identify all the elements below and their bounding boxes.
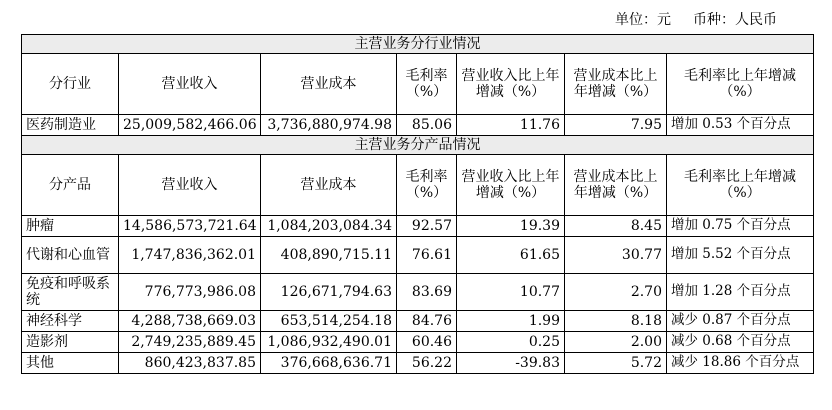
header-cell: 营业收入比上年增减（%） [457,54,565,115]
cost-cell: 408,890,715.11 [261,237,397,274]
revenue-cell: 1,747,836,362.01 [119,237,261,274]
table-row [22,332,814,353]
cost-change-cell: 30.77 [565,237,667,274]
revenue-cell: 860,423,837.85 [119,353,261,374]
cost-change-cell: 2.00 [565,332,667,353]
industry-section-row [22,35,814,54]
margin-change-cell: 增加 0.75 个百分点 [667,216,814,237]
table-row [22,274,814,311]
header-cell: 毛利率（%） [397,155,457,216]
unit-currency-line [615,9,777,29]
margin-change-cell: 增加 1.28 个百分点 [667,274,814,311]
cost-change-cell: 8.18 [565,311,667,332]
header-cell: 营业收入 [119,54,261,115]
row-label: 神经科学 [22,311,119,332]
cost-cell: 376,668,636.71 [261,353,397,374]
table-row [22,311,814,332]
main-business-table [21,34,814,374]
product-section-row [22,136,814,155]
margin-change-cell: 减少 18.86 个百分点 [667,353,814,374]
cost-change-cell: 7.95 [565,115,667,136]
margin-cell: 60.46 [397,332,457,353]
header-cell: 营业成本比上年增减（%） [565,155,667,216]
cost-cell: 1,086,932,490.01 [261,332,397,353]
margin-change-cell: 增加 0.53 个百分点 [667,115,814,136]
row-label: 肿瘤 [22,216,119,237]
cost-change-cell: 2.70 [565,274,667,311]
product-section-title: 主营业务分产品情况 [22,136,814,155]
table-row [22,216,814,237]
margin-change-cell: 减少 0.87 个百分点 [667,311,814,332]
revenue-cell: 2,749,235,889.45 [119,332,261,353]
row-label: 医药制造业 [22,115,119,136]
revenue-cell: 25,009,582,466.06 [119,115,261,136]
header-cell: 毛利率比上年增减（%） [667,155,814,216]
header-cell: 分产品 [22,155,119,216]
currency-label: 币种：人民币 [693,12,777,28]
revenue-change-cell: 10.77 [457,274,565,311]
header-cell: 毛利率比上年增减（%） [667,54,814,115]
margin-cell: 83.69 [397,274,457,311]
industry-header-row [22,54,814,115]
header-cell: 毛利率（%） [397,54,457,115]
margin-change-cell: 增加 5.52 个百分点 [667,237,814,274]
margin-cell: 85.06 [397,115,457,136]
revenue-change-cell: 19.39 [457,216,565,237]
industry-section-title: 主营业务分行业情况 [22,35,814,54]
cost-change-cell: 8.45 [565,216,667,237]
header-cell: 营业成本 [261,54,397,115]
cost-cell: 126,671,794.63 [261,274,397,311]
cost-change-cell: 5.72 [565,353,667,374]
row-label: 造影剂 [22,332,119,353]
margin-cell: 84.76 [397,311,457,332]
header-cell: 分行业 [22,54,119,115]
revenue-change-cell: 61.65 [457,237,565,274]
margin-cell: 92.57 [397,216,457,237]
cost-cell: 3,736,880,974.98 [261,115,397,136]
margin-cell: 56.22 [397,353,457,374]
row-label: 其他 [22,353,119,374]
revenue-change-cell: 1.99 [457,311,565,332]
margin-change-cell: 减少 0.68 个百分点 [667,332,814,353]
header-cell: 营业成本比上年增减（%） [565,54,667,115]
cost-cell: 653,514,254.18 [261,311,397,332]
cost-cell: 1,084,203,084.34 [261,216,397,237]
header-cell: 营业收入比上年增减（%） [457,155,565,216]
row-label: 代谢和心血管 [22,237,119,274]
product-header-row [22,155,814,216]
revenue-change-cell: -39.83 [457,353,565,374]
header-cell: 营业收入 [119,155,261,216]
unit-label: 单位：元 [615,12,671,28]
revenue-cell: 776,773,986.08 [119,274,261,311]
revenue-cell: 14,586,573,721.64 [119,216,261,237]
table-row [22,115,814,136]
revenue-change-cell: 0.25 [457,332,565,353]
revenue-cell: 4,288,738,669.03 [119,311,261,332]
table-row [22,237,814,274]
margin-cell: 76.61 [397,237,457,274]
revenue-change-cell: 11.76 [457,115,565,136]
row-label: 免疫和呼吸系统 [22,274,119,311]
table-row [22,353,814,374]
header-cell: 营业成本 [261,155,397,216]
